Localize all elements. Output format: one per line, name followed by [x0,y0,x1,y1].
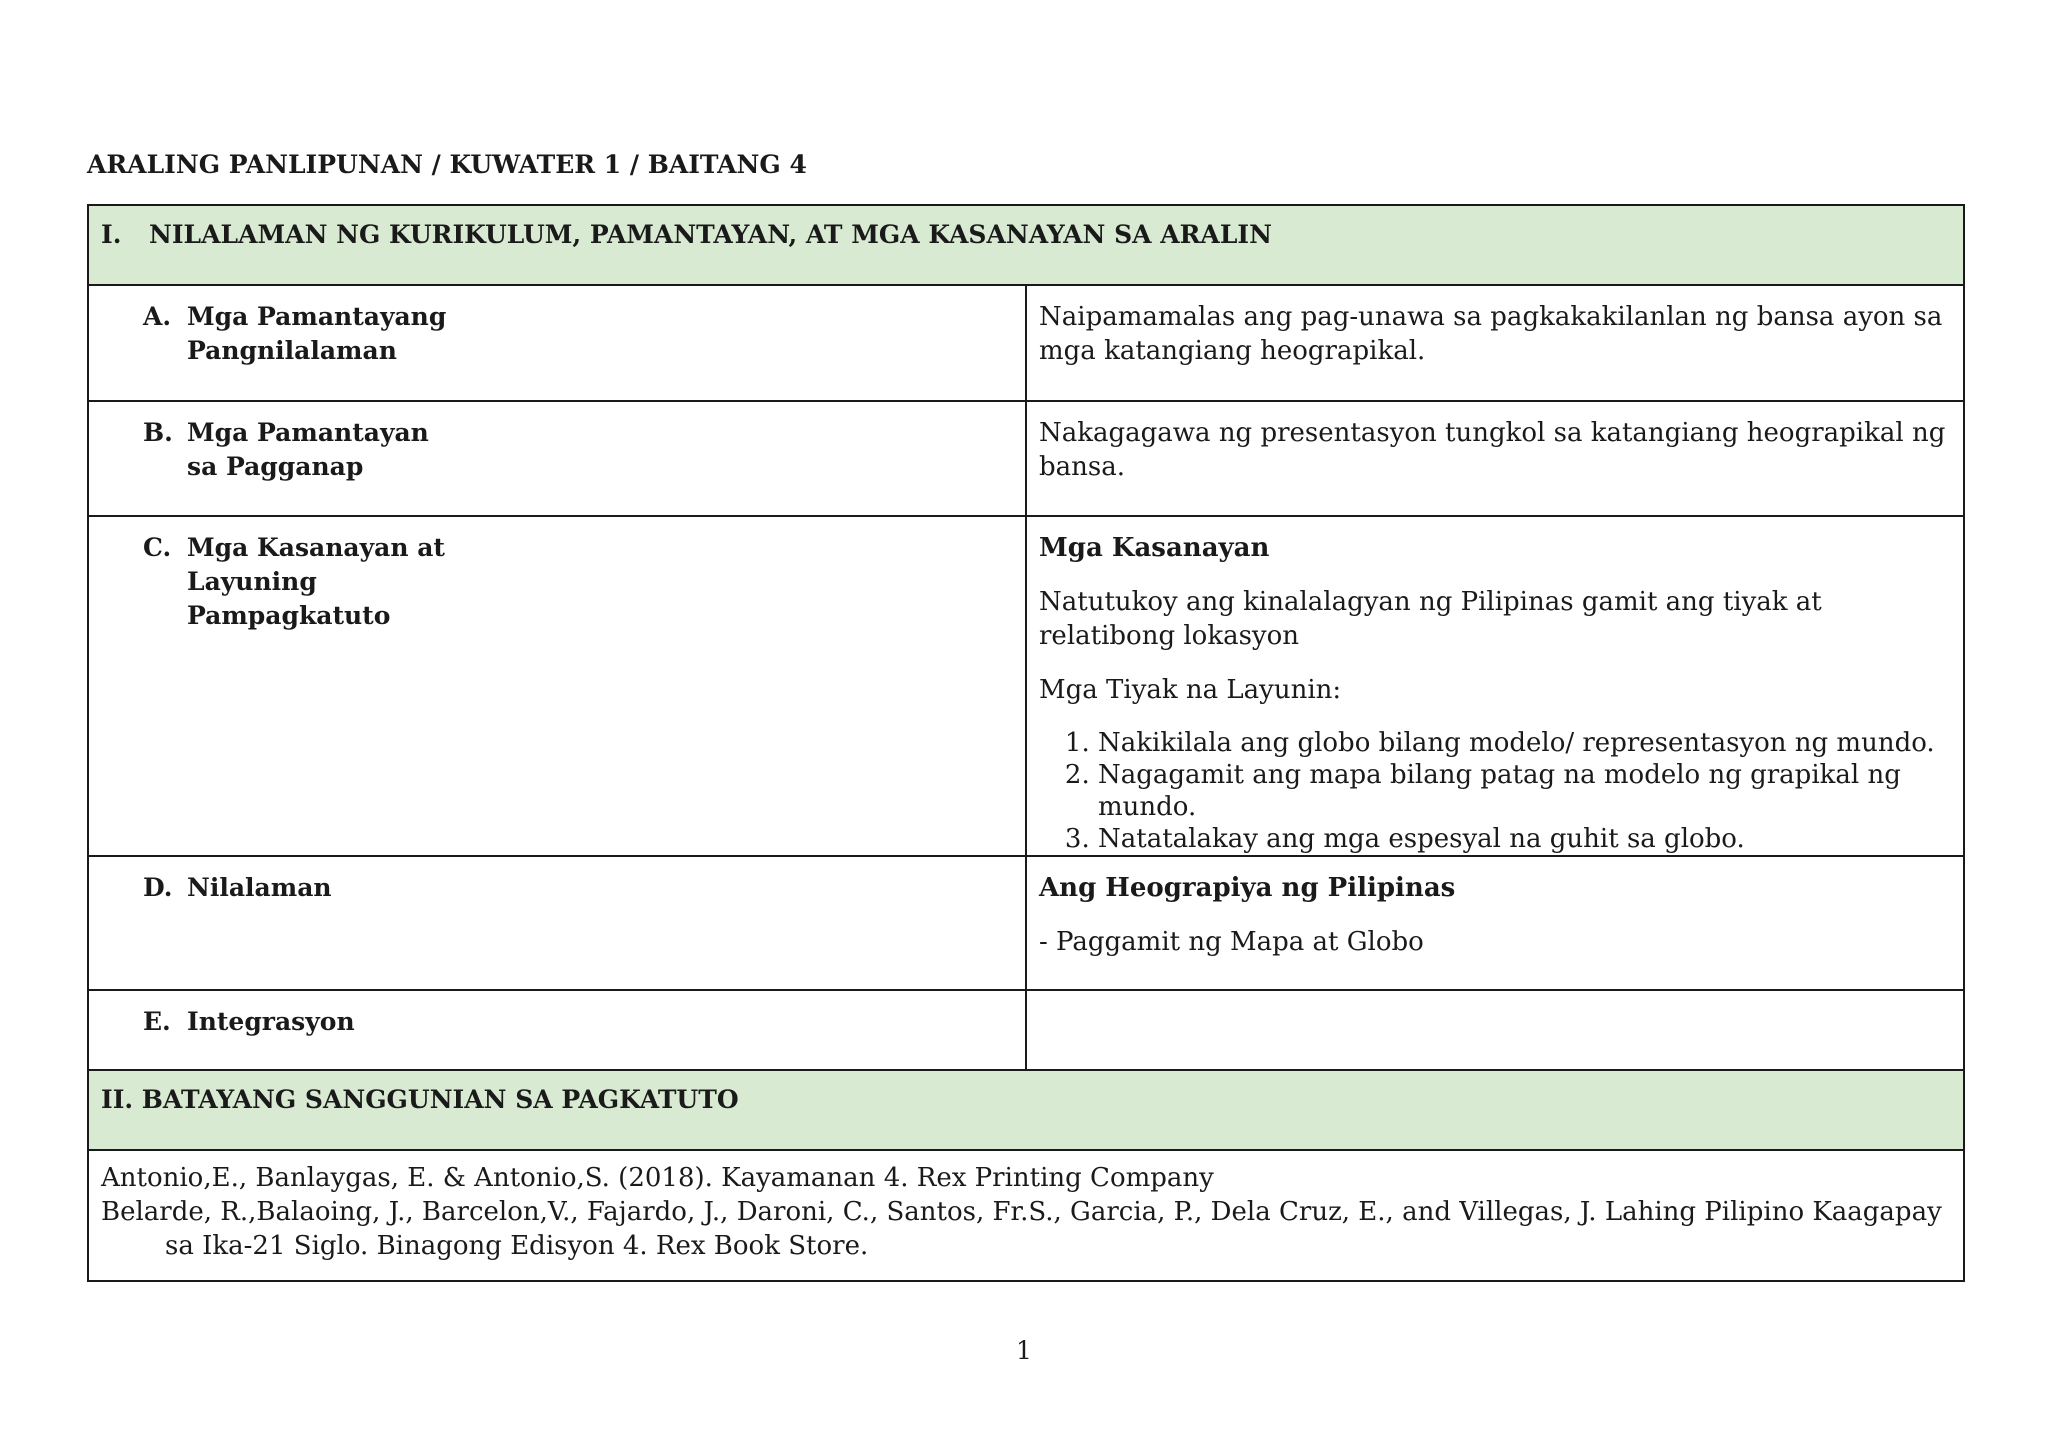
list-item: 3. Natatalakay ang mga espesyal na guhit sa globo. [1098,823,1951,855]
row-label [88,401,1026,516]
content-standard-text: Naipamamalas ang pag-unawa sa pagkakakilanlan ng bansa ayon sa mga katangiang heograpikal. [1039,302,1943,366]
section-title: II. BATAYANG SANGGUNIAN SA PAGKATUTO [101,1085,739,1114]
row-label-text: Mga Pamantayang Pangnilalaman [187,302,447,365]
references-table [87,1069,1965,1282]
row-content [1026,856,1964,990]
curriculum-table [87,204,1965,1072]
row-content [1026,285,1964,401]
reference-item: Belarde, R.,Balaoing, J., Barcelon,V., Fajardo, J., Daroni, C., Santos, Fr.S., Garcia, P., Dela Cruz, E., and Villegas, J. Lahing Pilipino Kaagapay sa Ika-21 Siglo. Binagong Edisyon 4. Rex Book Store. [101,1197,1942,1261]
page-title: ARALING PANLIPUNAN / KUWATER 1 / BAITANG 4 [87,150,807,179]
row-letter: C. [143,533,172,562]
section-header [88,205,1964,285]
row-label-text: Integrasyon [187,1007,355,1036]
section-header-row [88,205,1964,285]
content-heading: Ang Heograpiya ng Pilipinas [1039,873,1456,903]
row-label [88,990,1026,1071]
row-label-text: Mga Kasanayan at Layuning Pampagkatuto [187,533,445,630]
table-row [88,990,1964,1071]
list-item: 1. Nakikilala ang globo bilang modelo/ representasyon ng mundo. [1098,727,1951,759]
section-header [88,1070,1964,1150]
row-letter: B. [143,418,173,447]
table-row [88,285,1964,401]
row-content [1026,516,1964,856]
content-subtopic: - Paggamit ng Mapa at Globo [1039,927,1424,957]
table-row [88,401,1964,516]
row-letter: E. [143,1007,171,1036]
row-letter: D. [143,873,173,902]
section-numeral: I. [101,220,122,249]
skill-text: Natutukoy ang kinalalagyan ng Pilipinas gamit ang tiyak at relatibong lokasyon [1039,587,1822,651]
list-item: 2. Nagagamit ang mapa bilang patag na modelo ng grapikal ng mundo. [1098,759,1951,823]
row-label [88,516,1026,856]
references-cell [88,1150,1964,1281]
row-label-text: Nilalaman [187,873,332,902]
row-label-text: Mga Pamantayan sa Pagganap [187,418,429,481]
objectives-list [1039,727,1951,855]
page-number: 1 [1016,1336,1032,1365]
row-content [1026,990,1964,1071]
section-header-row [88,1070,1964,1150]
table-row [88,516,1964,856]
row-label [88,285,1026,401]
row-letter: A. [143,302,172,331]
skills-heading: Mga Kasanayan [1039,533,1270,563]
table-row [88,856,1964,990]
reference-item: Antonio,E., Banlaygas, E. & Antonio,S. (2018). Kayamanan 4. Rex Printing Company [101,1163,1214,1193]
section-title: NILALAMAN NG KURIKULUM, PAMANTAYAN, AT MGA KASANAYAN SA ARALIN [149,220,1272,249]
performance-standard-text: Nakagagawa ng presentasyon tungkol sa katangiang heograpikal ng bansa. [1039,418,1946,482]
table-row [88,1150,1964,1281]
row-label [88,856,1026,990]
objectives-label: Mga Tiyak na Layunin: [1039,675,1342,705]
row-content [1026,401,1964,516]
